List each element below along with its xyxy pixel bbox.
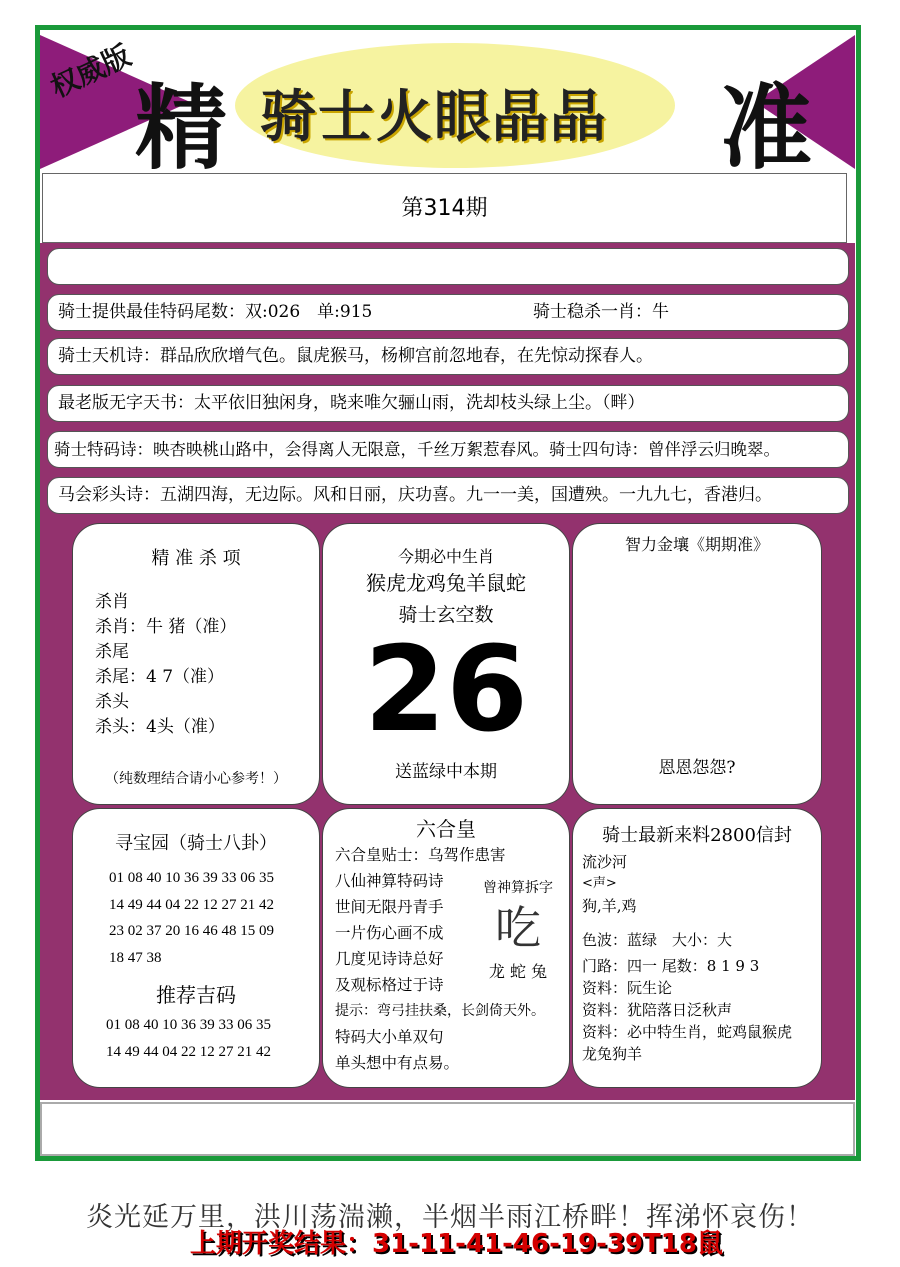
wisdom-title: 智力金壤《期期准》: [624, 535, 769, 554]
letters-line: 资料：必中特生肖，蛇鸡鼠猴虎: [582, 1023, 793, 1041]
kill-line: 杀头: [95, 692, 129, 712]
center-footer: 送蓝绿中本期: [395, 762, 497, 782]
number-line: 01 08 40 10 36 39 33 06 35: [109, 870, 274, 886]
letters-line: 狗,羊,鸡: [582, 897, 637, 915]
wisdom-box: [572, 523, 822, 805]
zi-title: 曾神算拆字: [483, 880, 553, 896]
letters-line: 资料：阮生论: [582, 979, 673, 997]
poem-line: 世间无限丹青手: [335, 898, 444, 916]
liuhe-title: 六合皇: [416, 817, 476, 841]
letters-line: 流沙河: [582, 853, 628, 871]
wisdom-answer: 恩恩怨怨?: [658, 758, 736, 778]
lucky-poem-row: 马会彩头诗：五湖四海，无边际。风和日丽，庆功喜。九一一美，国遭殃。一九九七，香港归。: [47, 477, 849, 514]
number-line: 18 47 38: [109, 949, 162, 966]
letters-line: 色波：蓝绿 大小：大: [582, 931, 733, 949]
liuhe-hint: 提示：弯弓挂扶桑，长剑倚天外。: [335, 1003, 545, 1019]
poem-row: 骑士天机诗：群品欣欣增气色。鼠虎猴马，杨柳宫前忽地春，在先惊动探春人。: [47, 338, 849, 375]
header-banner: [40, 35, 855, 170]
kill-line: 杀肖: [95, 592, 129, 612]
treasure-title: 寻宝园（骑士八卦）: [115, 833, 277, 854]
kill-line: 杀尾: [95, 642, 129, 662]
kill-zodiac: 骑士稳杀一肖：牛: [533, 302, 669, 322]
recommend-title: 推荐吉码: [156, 983, 236, 1007]
letters-line: 龙兔狗羊: [582, 1045, 643, 1063]
letters-line: <声>: [582, 876, 617, 891]
mystery-number: 26: [363, 620, 529, 758]
center-zodiacs: 猴虎龙鸡兔羊鼠蛇: [366, 571, 526, 595]
poem-line: 几度见诗诗总好: [335, 950, 444, 968]
poem-line: 单头想中有点易。: [335, 1054, 460, 1072]
kill-title: 精 准 杀 项: [151, 548, 241, 569]
heaven-book-row: 最老版无字天书：太平依旧独闲身，晓来唯欠骊山雨，洗却枝头绿上尘。（畔）: [47, 385, 849, 422]
badge: 权威版: [45, 38, 136, 105]
number-line: 14 49 44 04 22 12 27 21 42: [106, 1043, 271, 1060]
zi-character: 吃: [495, 901, 541, 955]
special-poem-row: 骑士特码诗：映杏映桃山路中，会得离人无限意，千丝万絮惹春风。骑士四句诗：曾伴浮云归晚翠。: [47, 431, 849, 468]
kill-line: 杀尾：4 7（准）: [95, 667, 225, 687]
right-char: 准: [720, 74, 813, 170]
last-draw-result: 上期开奖结果：31-11-41-46-19-39T18鼠: [190, 1229, 723, 1259]
blank-row: [47, 248, 849, 285]
center-box: [322, 523, 570, 805]
center-line3: 骑士玄空数: [398, 604, 494, 626]
poem-line: 一片伤心画不成: [335, 924, 444, 942]
treasure-box: [72, 808, 320, 1088]
number-line: 14 49 44 04 22 12 27 21 42: [109, 896, 274, 913]
kill-note: （纯数理结合请小心参考！）: [105, 771, 287, 787]
liuhe-tip: 六合皇贴士：乌驾作患害: [335, 846, 506, 864]
poem-line: 特码大小单双句: [335, 1028, 444, 1046]
letters-line: 门路：四一 尾数：8 1 9 3: [582, 957, 760, 975]
letters-line: 资料：犹陪落日泛秋声: [582, 1001, 733, 1019]
kill-line: 杀头：4头（准）: [95, 717, 225, 737]
number-line: 01 08 40 10 36 39 33 06 35: [106, 1017, 271, 1033]
zi-zodiac: 龙 蛇 兔: [488, 962, 548, 981]
footer-bar: [40, 1102, 855, 1156]
center-line1: 今期必中生肖: [397, 547, 494, 566]
issue-number: 第314期: [42, 173, 847, 243]
kill-line: 杀肖：牛 猪（准）: [95, 617, 237, 637]
left-char: 精: [135, 74, 228, 170]
tail-number-row: [47, 294, 849, 331]
number-line: 23 02 37 20 16 46 48 15 09: [109, 923, 274, 939]
poem-line: 八仙神算特码诗: [335, 872, 444, 890]
kill-box: [72, 523, 320, 805]
letters-title: 骑士最新来料2800信封: [602, 825, 792, 846]
tail-numbers: 骑士提供最佳特码尾数：双:026 单:915: [58, 302, 373, 322]
site-title: 骑士火眼晶晶: [260, 84, 608, 150]
poem-line: 及观标格过于诗: [335, 976, 444, 994]
letters-box: [572, 808, 822, 1088]
liuhe-box: [322, 808, 570, 1088]
slogan: 炎光延万里，洪川荡湍濑，半烟半雨江桥畔！挥涕怀哀伤！: [86, 1202, 814, 1233]
